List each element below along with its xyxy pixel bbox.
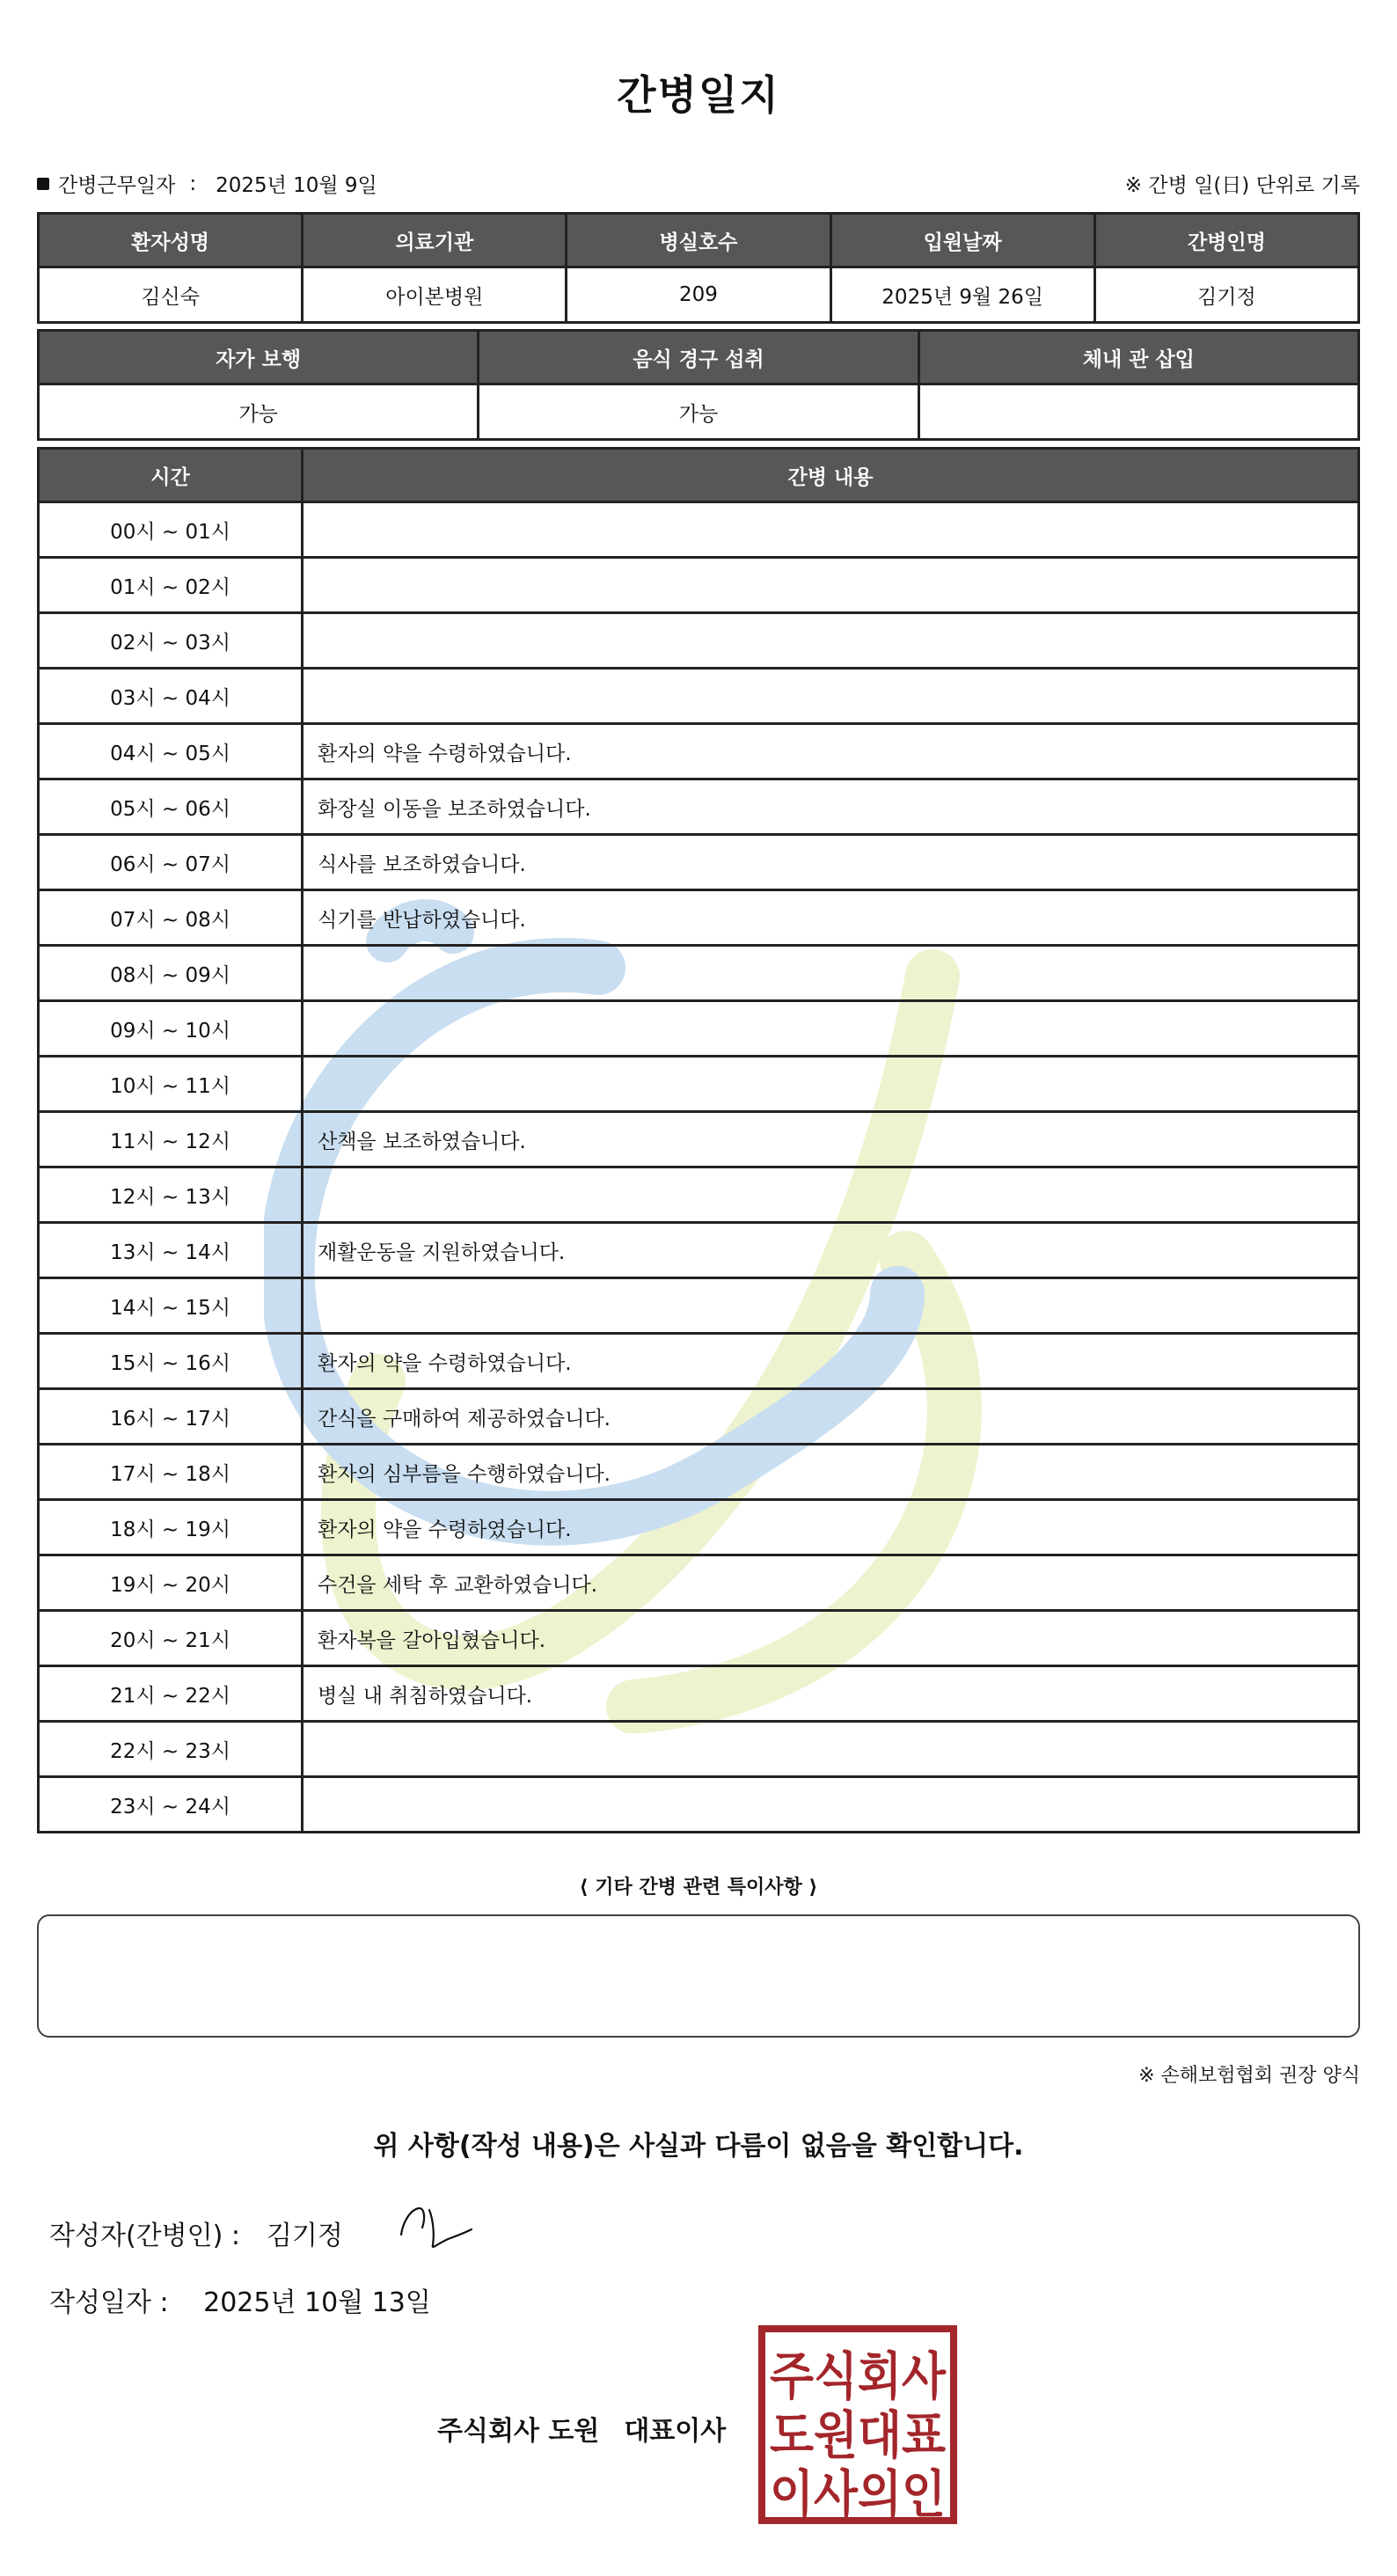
log-row — [39, 669, 1359, 724]
company-seal-stamp — [758, 2325, 957, 2524]
log-time-cell: 14시 ~ 15시 — [39, 1278, 303, 1334]
patient-status-value-row — [39, 384, 1359, 440]
value-admission-date: 2025년 9월 26일 — [830, 267, 1094, 323]
svg-text:주식회사: 주식회사 — [770, 2346, 947, 2406]
log-row — [39, 1500, 1359, 1555]
header-patient-name: 환자성명 — [39, 214, 303, 267]
company-name: 주식회사 도원 — [437, 2416, 600, 2447]
work-date-separator: : — [189, 172, 197, 195]
log-row — [39, 1445, 1359, 1500]
log-row — [39, 1389, 1359, 1445]
log-row — [39, 946, 1359, 1001]
log-time-cell: 07시 ~ 08시 — [39, 890, 303, 946]
log-row — [39, 1167, 1359, 1223]
log-time-cell: 20시 ~ 21시 — [39, 1611, 303, 1666]
log-content-cell — [303, 502, 1359, 558]
patient-status-table — [37, 329, 1360, 441]
log-content-cell — [303, 1001, 1359, 1057]
log-row — [39, 779, 1359, 835]
patient-info-table — [37, 212, 1360, 324]
log-time-cell: 12시 ~ 13시 — [39, 1167, 303, 1223]
log-content-cell — [303, 1722, 1359, 1777]
value-room-number: 209 — [567, 267, 830, 323]
log-content-cell — [303, 669, 1359, 724]
header-time: 시간 — [39, 449, 303, 502]
log-time-cell: 15시 ~ 16시 — [39, 1334, 303, 1389]
confirmation-statement: 위 사항(작성 내용)은 사실과 다름이 없음을 확인합니다. — [373, 2131, 1024, 2162]
log-row — [39, 890, 1359, 946]
written-date-value: 2025년 10월 13일 — [203, 2287, 431, 2318]
log-content-cell: 환자의 심부름을 수행하였습니다. — [303, 1445, 1359, 1500]
patient-info-header-row — [39, 214, 1359, 267]
writer-name: 김기정 — [266, 2221, 343, 2251]
log-content-cell: 재활운동을 지원하였습니다. — [303, 1223, 1359, 1278]
value-tube-insertion — [918, 384, 1358, 440]
log-content-cell: 식기를 반납하였습니다. — [303, 890, 1359, 946]
log-time-cell: 10시 ~ 11시 — [39, 1057, 303, 1112]
log-time-cell: 11시 ~ 12시 — [39, 1112, 303, 1167]
log-row — [39, 1001, 1359, 1057]
header-oral-intake: 음식 경구 섭취 — [479, 331, 918, 384]
log-content-cell: 간식을 구매하여 제공하였습니다. — [303, 1389, 1359, 1445]
document-title: 간병일지 — [617, 71, 780, 119]
log-row — [39, 1611, 1359, 1666]
log-time-cell: 17시 ~ 18시 — [39, 1445, 303, 1500]
log-row — [39, 1722, 1359, 1777]
work-date-line — [37, 169, 377, 198]
log-time-cell: 18시 ~ 19시 — [39, 1500, 303, 1555]
log-content-cell — [303, 946, 1359, 1001]
value-hospital: 아이본병원 — [303, 267, 567, 323]
log-row — [39, 1057, 1359, 1112]
log-content-cell: 병실 내 취침하였습니다. — [303, 1666, 1359, 1722]
header-self-walking: 자가 보행 — [39, 331, 479, 384]
header-admission-date: 입원날짜 — [830, 214, 1094, 267]
record-unit-note: ※ 간병 일(日) 단위로 기록 — [1124, 174, 1360, 197]
log-content-cell: 수건을 세탁 후 교환하였습니다. — [303, 1555, 1359, 1611]
header-care-content: 간병 내용 — [303, 449, 1359, 502]
notes-title: ⟨ 기타 간병 관련 특이사항 ⟩ — [579, 1877, 818, 1899]
company-representative: 대표이사 — [624, 2416, 727, 2447]
written-date-line — [49, 2280, 431, 2319]
writer-line — [49, 2214, 343, 2252]
log-row — [39, 1334, 1359, 1389]
log-content-cell: 환자의 약을 수령하였습니다. — [303, 1334, 1359, 1389]
log-content-cell: 환자의 약을 수령하였습니다. — [303, 1500, 1359, 1555]
log-row — [39, 1278, 1359, 1334]
log-content-cell: 환자복을 갈아입혔습니다. — [303, 1611, 1359, 1666]
log-time-cell: 08시 ~ 09시 — [39, 946, 303, 1001]
log-content-cell: 화장실 이동을 보조하였습니다. — [303, 779, 1359, 835]
value-caregiver-name: 김기정 — [1094, 267, 1358, 323]
value-self-walking: 가능 — [39, 384, 479, 440]
log-header-row — [39, 449, 1359, 502]
work-date-value: 2025년 10월 9일 — [216, 174, 377, 197]
log-row — [39, 724, 1359, 779]
log-time-cell: 13시 ~ 14시 — [39, 1223, 303, 1278]
log-content-cell: 환자의 약을 수령하였습니다. — [303, 724, 1359, 779]
log-time-cell: 21시 ~ 22시 — [39, 1666, 303, 1722]
bullet-square-icon — [37, 178, 49, 190]
log-row — [39, 1555, 1359, 1611]
patient-info-value-row — [39, 267, 1359, 323]
header-caregiver-name: 간병인명 — [1094, 214, 1358, 267]
handwritten-signature — [394, 2198, 479, 2254]
log-content-cell — [303, 1057, 1359, 1112]
log-row — [39, 835, 1359, 890]
log-row — [39, 1112, 1359, 1167]
log-content-cell: 식사를 보조하였습니다. — [303, 835, 1359, 890]
log-body — [39, 502, 1359, 1833]
patient-status-header-row — [39, 331, 1359, 384]
log-time-cell: 22시 ~ 23시 — [39, 1722, 303, 1777]
log-content-cell — [303, 613, 1359, 669]
log-row — [39, 558, 1359, 613]
company-line — [437, 2409, 726, 2448]
log-content-cell — [303, 1777, 1359, 1833]
log-time-cell: 01시 ~ 02시 — [39, 558, 303, 613]
log-row — [39, 1666, 1359, 1722]
value-patient-name: 김신숙 — [39, 267, 303, 323]
writer-label: 작성자(간병인) : — [49, 2221, 240, 2251]
written-date-label: 작성일자 : — [49, 2287, 169, 2318]
log-row — [39, 502, 1359, 558]
svg-text:이사의인: 이사의인 — [770, 2464, 946, 2524]
log-row — [39, 613, 1359, 669]
log-time-cell: 00시 ~ 01시 — [39, 502, 303, 558]
log-time-cell: 23시 ~ 24시 — [39, 1777, 303, 1833]
header-room-number: 병실호수 — [567, 214, 830, 267]
header-tube-insertion: 체내 관 삽입 — [918, 331, 1358, 384]
notes-box — [37, 1914, 1360, 2038]
svg-text:도원대표: 도원대표 — [770, 2405, 946, 2465]
log-time-cell: 09시 ~ 10시 — [39, 1001, 303, 1057]
header-hospital: 의료기관 — [303, 214, 567, 267]
log-time-cell: 16시 ~ 17시 — [39, 1389, 303, 1445]
log-content-cell — [303, 1167, 1359, 1223]
log-time-cell: 02시 ~ 03시 — [39, 613, 303, 669]
work-date-label: 간병근무일자 — [58, 174, 176, 197]
form-source-note: ※ 손해보험협회 권장 양식 — [1138, 2065, 1360, 2087]
log-time-cell: 03시 ~ 04시 — [39, 669, 303, 724]
log-time-cell: 06시 ~ 07시 — [39, 835, 303, 890]
log-content-cell — [303, 1278, 1359, 1334]
log-time-cell: 05시 ~ 06시 — [39, 779, 303, 835]
log-row — [39, 1223, 1359, 1278]
log-time-cell: 04시 ~ 05시 — [39, 724, 303, 779]
log-content-cell: 산책을 보조하였습니다. — [303, 1112, 1359, 1167]
value-oral-intake: 가능 — [479, 384, 918, 440]
log-content-cell — [303, 558, 1359, 613]
log-time-cell: 19시 ~ 20시 — [39, 1555, 303, 1611]
log-row — [39, 1777, 1359, 1833]
hourly-care-log-table — [37, 447, 1360, 1833]
